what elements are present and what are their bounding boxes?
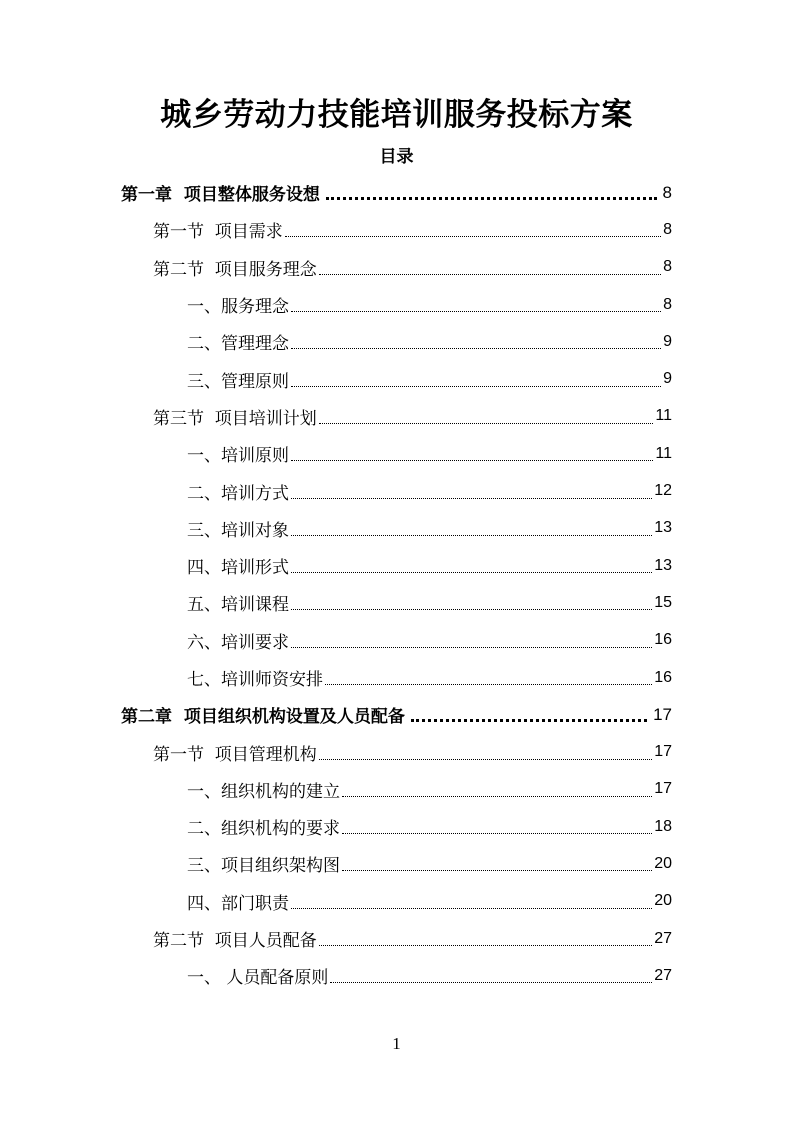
toc-subsection-entry[interactable]: [0, 957, 793, 994]
toc-dot-leader: [291, 348, 661, 349]
toc-entry-page: 16: [654, 631, 672, 649]
toc-entry-page: 8: [663, 220, 672, 238]
toc-dot-leader: [291, 572, 652, 573]
toc-subsection-entry[interactable]: [0, 360, 793, 397]
toc-entry-label: 一、组织机构的建立: [187, 781, 340, 802]
page-number: 1: [392, 1034, 401, 1053]
toc-entry-label: 第一节 项目管理机构: [153, 744, 317, 765]
toc-entry-page: 20: [654, 854, 672, 872]
toc-entry-page: 13: [654, 556, 672, 574]
toc-entry-label: 一、 人员配备原则: [187, 968, 329, 989]
toc-subsection-entry[interactable]: [0, 472, 793, 509]
toc-dot-leader: [342, 870, 652, 871]
toc-chapter-entry[interactable]: [0, 174, 793, 211]
toc-entry-page: 20: [654, 892, 672, 910]
toc-entry-page: 12: [654, 482, 672, 500]
toc-dot-leader: [291, 647, 652, 648]
toc-dot-leader: [319, 759, 652, 760]
toc-entry-page: 8: [663, 258, 672, 276]
toc-subsection-entry[interactable]: [0, 808, 793, 845]
toc-dot-leader: [291, 386, 661, 387]
document-title: 城乡劳动力技能培训服务投标方案: [160, 97, 633, 133]
toc-dot-leader: [291, 908, 652, 909]
toc-dot-leader: [285, 236, 661, 237]
toc-dot-leader: [342, 796, 652, 797]
toc-subsection-entry[interactable]: [0, 323, 793, 360]
toc-dot-leader: [291, 498, 652, 499]
toc-dot-leader: [291, 609, 652, 610]
toc-entry-label: 第二章 项目组织机构设置及人员配备: [121, 707, 405, 728]
toc-entry-label: 一、培训原则: [187, 446, 289, 467]
toc-entry-page: 9: [663, 332, 672, 350]
toc-entry-page: 11: [655, 407, 672, 425]
toc-entry-label: 三、项目组织架构图: [187, 856, 340, 877]
toc-entry-label: 四、部门职责: [187, 893, 289, 914]
toc-entry-page: 13: [654, 519, 672, 537]
toc-entry-page: 17: [654, 743, 672, 761]
toc-subsection-entry[interactable]: [0, 659, 793, 696]
toc-dot-leader: [291, 460, 653, 461]
toc-section-entry[interactable]: [0, 249, 793, 286]
toc-subsection-entry[interactable]: [0, 286, 793, 323]
toc-subsection-entry[interactable]: [0, 771, 793, 808]
toc-entry-label: 三、管理原则: [187, 371, 289, 392]
toc-dot-leader: [330, 982, 652, 983]
toc-entry-page: 27: [654, 966, 672, 984]
toc-subsection-entry[interactable]: [0, 845, 793, 882]
table-of-contents: [0, 174, 793, 995]
toc-entry-page: 17: [653, 704, 672, 724]
toc-dot-leader: [342, 833, 652, 834]
toc-subsection-entry[interactable]: [0, 883, 793, 920]
toc-entry-page: 11: [655, 444, 672, 462]
toc-subsection-entry[interactable]: [0, 547, 793, 584]
toc-entry-label: 三、培训对象: [187, 520, 289, 541]
toc-section-entry[interactable]: [0, 920, 793, 957]
toc-entry-label: 五、培训课程: [187, 595, 289, 616]
toc-entry-label: 六、培训要求: [187, 632, 289, 653]
toc-subsection-entry[interactable]: [0, 435, 793, 472]
toc-entry-label: 第三节 项目培训计划: [153, 408, 317, 429]
toc-entry-page: 16: [654, 668, 672, 686]
toc-subsection-entry[interactable]: [0, 510, 793, 547]
toc-entry-label: 第二节 项目服务理念: [153, 259, 317, 280]
toc-entry-page: 17: [654, 780, 672, 798]
toc-entry-label: 一、服务理念: [187, 297, 289, 318]
toc-section-entry[interactable]: [0, 211, 793, 248]
toc-entry-label: 七、培训师资安排: [187, 670, 323, 690]
toc-entry-page: 18: [654, 817, 672, 835]
toc-entry-page: 27: [654, 929, 672, 947]
toc-entry-label: 第一节 项目需求: [153, 222, 283, 243]
toc-section-entry[interactable]: [0, 398, 793, 435]
toc-subsection-entry[interactable]: [0, 584, 793, 621]
toc-dot-leader: [319, 423, 654, 424]
toc-dot-leader: [326, 197, 657, 200]
toc-entry-page: 8: [663, 295, 672, 313]
toc-entry-label: 二、培训方式: [187, 483, 289, 504]
toc-section-entry[interactable]: [0, 733, 793, 770]
toc-entry-page: 15: [654, 593, 672, 611]
toc-entry-label: 四、培训形式: [187, 558, 289, 579]
toc-dot-leader: [319, 274, 661, 275]
toc-subsection-entry[interactable]: [0, 622, 793, 659]
toc-entry-page: 9: [663, 370, 672, 388]
toc-entry-page: 8: [662, 182, 672, 202]
toc-dot-leader: [291, 535, 652, 536]
toc-dot-leader: [319, 945, 652, 946]
toc-entry-label: 二、组织机构的要求: [187, 819, 340, 840]
toc-dot-leader: [291, 311, 661, 312]
toc-heading: 目录: [379, 147, 414, 167]
toc-chapter-entry[interactable]: [0, 696, 793, 733]
toc-entry-label: 第一章 项目整体服务设想: [121, 185, 320, 206]
toc-entry-label: 二、管理理念: [187, 334, 289, 355]
toc-dot-leader: [325, 684, 652, 685]
toc-entry-label: 第二节 项目人员配备: [153, 931, 317, 952]
toc-dot-leader: [411, 719, 647, 722]
